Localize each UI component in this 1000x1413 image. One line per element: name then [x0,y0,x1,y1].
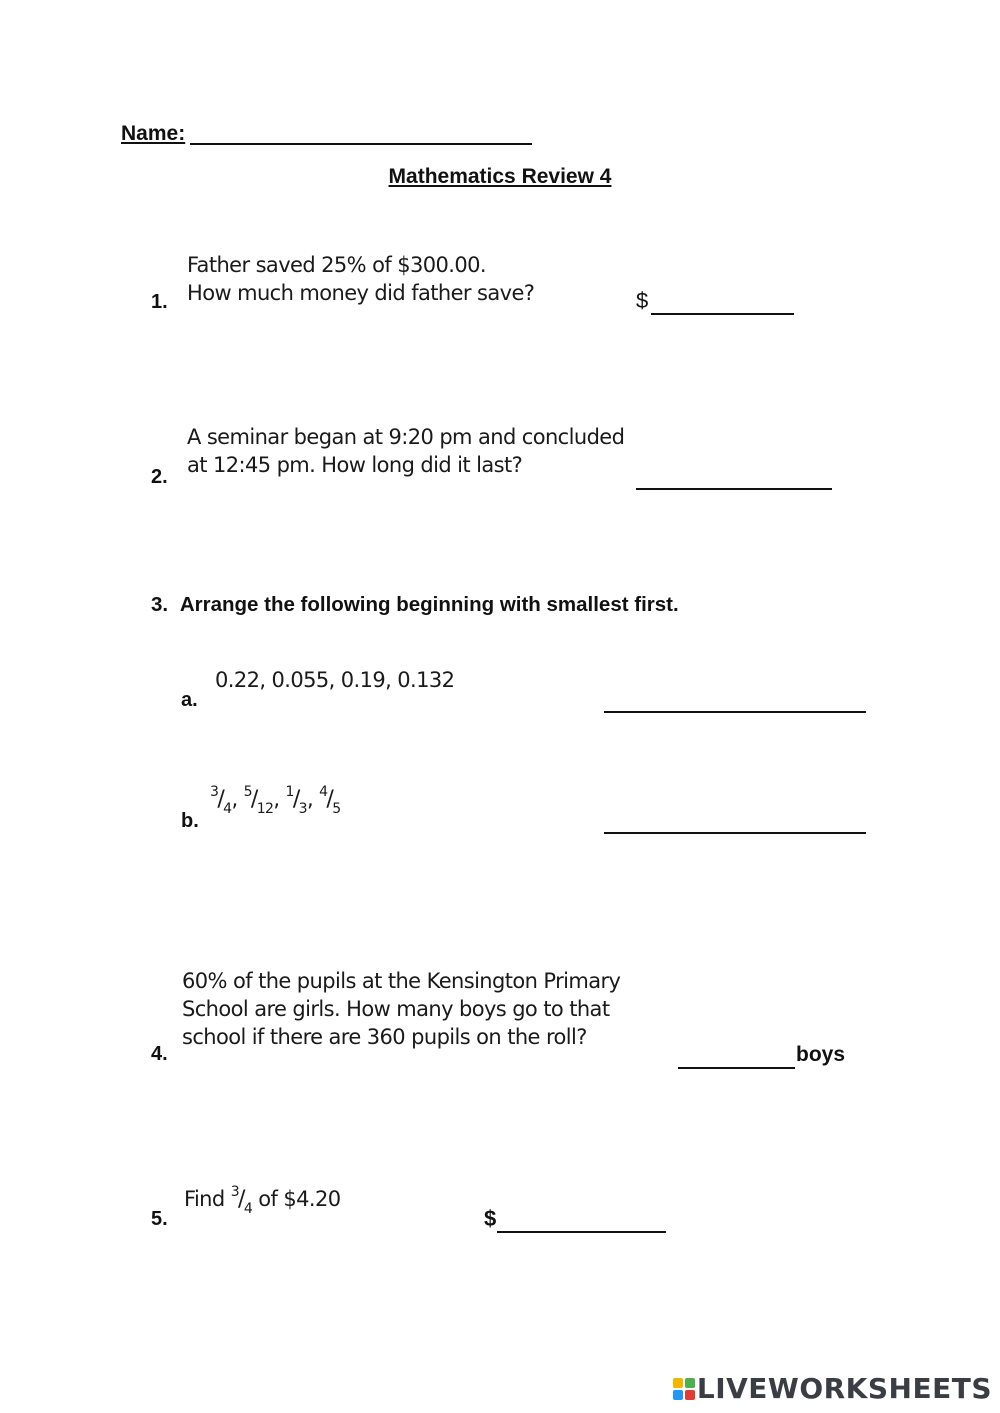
q4-answer-line[interactable] [678,1045,795,1069]
name-line[interactable] [190,143,532,145]
q3b-label: b. [181,810,199,832]
logo-square [685,1390,695,1400]
q3b-fractions [210,780,341,821]
q4-text: 60% of the pupils at the Kensington Primary School are girls. How many boys go to that school if there are 360 pupils on the roll? [182,969,621,1049]
page-title: Mathematics Review 4 [388,165,612,188]
q3-number: 3. [151,593,169,616]
logo-square [673,1390,683,1400]
q1-number: 1. [151,291,168,313]
q2-answer-line[interactable] [636,466,832,490]
logo-mark-icon [673,1378,695,1400]
fraction-item: $^5/_{12}$, [243,784,280,818]
q2-number: 2. [151,466,168,488]
name-label: Name: [121,122,186,145]
logo-square [673,1378,683,1388]
q5-text: Find $^3/_4$ of $4.20 [184,1184,341,1218]
fraction-item: $^3/_4$, [210,784,238,818]
q5-answer-line[interactable] [497,1209,666,1233]
q3-instruction: Arrange the following beginning with smallest first. [179,593,679,616]
liveworksheets-logo [673,1372,992,1405]
q5-answer-prefix: $ [484,1206,497,1231]
q3b-answer-line[interactable] [604,810,866,834]
q5-number: 5. [151,1208,168,1230]
q1-answer-prefix: $ [636,288,649,313]
q4-answer-suffix: boys [796,1043,846,1066]
q3a-values: 0.22, 0.055, 0.19, 0.132 [215,668,455,692]
logo-square [685,1378,695,1388]
q3a-answer-line[interactable] [604,689,866,713]
fraction-item: $^4/_5$ [319,784,341,818]
q1-text: Father saved 25% of $300.00. How much money did father save? [187,253,535,305]
q3-instruction-row [151,593,679,617]
q4-number: 4. [151,1043,168,1065]
logo-text: LIVEWORKSHEETS [696,1372,992,1405]
fraction-item: $^1/_3$, [285,784,314,818]
q1-answer-line[interactable] [651,291,794,315]
q2-text: A seminar began at 9:20 pm and concluded at 12:45 pm. How long did it last? [187,425,625,477]
q3a-label: a. [181,689,198,711]
